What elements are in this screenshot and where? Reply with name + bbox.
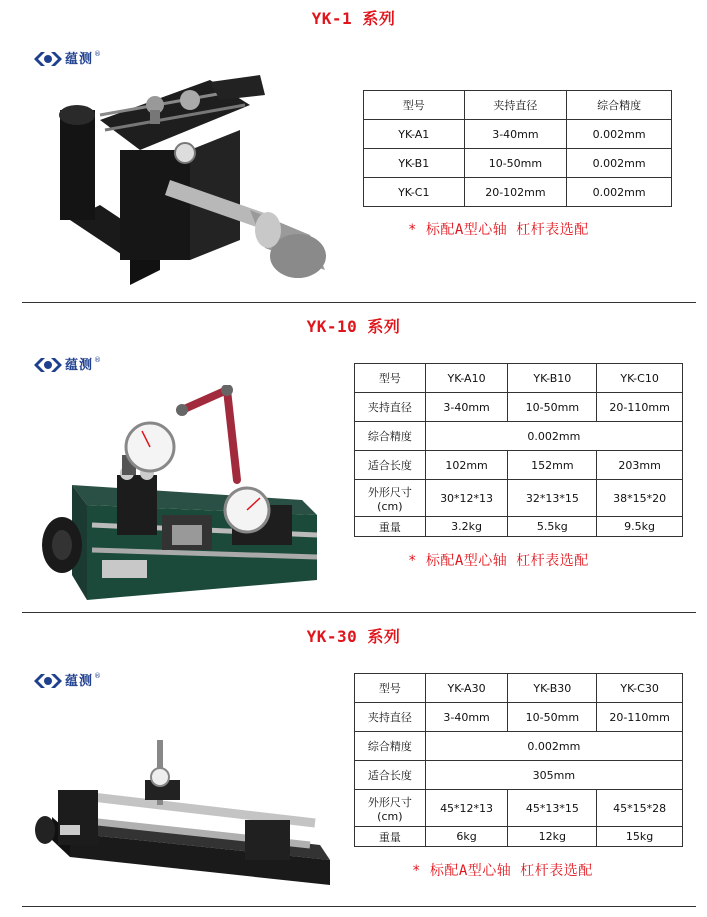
table-cell: 重量 bbox=[355, 827, 426, 847]
table-row bbox=[355, 451, 683, 480]
table-cell: 3-40mm bbox=[425, 393, 508, 422]
table-cell: 3-40mm bbox=[425, 703, 508, 732]
table-row bbox=[364, 149, 672, 178]
yk30-spec-table bbox=[354, 673, 683, 847]
table-cell: 重量 bbox=[355, 517, 426, 537]
table-header-cell: YK-A10 bbox=[425, 364, 508, 393]
table-cell: 10-50mm bbox=[464, 149, 567, 178]
table-row bbox=[355, 393, 683, 422]
table-cell: 0.002mm bbox=[425, 732, 682, 761]
table-row bbox=[355, 761, 683, 790]
table-cell: 12kg bbox=[508, 827, 597, 847]
size-unit: (cm) bbox=[377, 499, 403, 513]
divider bbox=[22, 906, 696, 907]
brand-logo-icon bbox=[34, 357, 62, 371]
table-cell: 305mm bbox=[425, 761, 682, 790]
table-row bbox=[364, 178, 672, 207]
yk30-product-photo bbox=[30, 735, 335, 890]
divider bbox=[22, 612, 696, 613]
section-title-yk30: YK-30 系列 bbox=[306, 627, 401, 646]
yk1-spec-table bbox=[363, 90, 672, 207]
table-cell: 30*12*13 bbox=[425, 480, 508, 517]
table-cell: YK-C1 bbox=[364, 178, 465, 207]
table-cell: 10-50mm bbox=[508, 703, 597, 732]
table-cell: 38*15*20 bbox=[597, 480, 683, 517]
table-cell: 32*13*15 bbox=[508, 480, 597, 517]
table-row bbox=[355, 674, 683, 703]
table-row bbox=[355, 790, 683, 827]
table-header-cell: YK-B30 bbox=[508, 674, 597, 703]
brand-name: 蕴测 bbox=[65, 674, 94, 689]
table-cell: 15kg bbox=[597, 827, 683, 847]
table-cell: 20-102mm bbox=[464, 178, 567, 207]
brand-logo-icon bbox=[34, 51, 62, 65]
table-header-cell: YK-C30 bbox=[597, 674, 683, 703]
table-cell: 10-50mm bbox=[508, 393, 597, 422]
brand-logo bbox=[34, 670, 101, 689]
table-cell bbox=[355, 790, 426, 827]
table-cell: 203mm bbox=[597, 451, 683, 480]
brand-name: 蕴测 bbox=[65, 52, 94, 67]
yk10-note: * 标配A型心轴 杠杆表选配 bbox=[408, 553, 589, 569]
table-cell: 102mm bbox=[425, 451, 508, 480]
table-cell: 45*13*15 bbox=[508, 790, 597, 827]
table-header-cell: YK-C10 bbox=[597, 364, 683, 393]
brand-logo bbox=[34, 354, 101, 373]
table-header-cell: 夹持直径 bbox=[464, 91, 567, 120]
table-cell: 3-40mm bbox=[464, 120, 567, 149]
table-cell: 6kg bbox=[425, 827, 508, 847]
table-cell: 0.002mm bbox=[425, 422, 682, 451]
table-header-cell: 型号 bbox=[355, 674, 426, 703]
table-header-cell: YK-B10 bbox=[508, 364, 597, 393]
yk10-spec-table bbox=[354, 363, 683, 537]
table-row bbox=[355, 480, 683, 517]
table-header-cell: YK-A30 bbox=[425, 674, 508, 703]
table-cell: 20-110mm bbox=[597, 393, 683, 422]
table-cell: 夹持直径 bbox=[355, 703, 426, 732]
table-cell: 45*12*13 bbox=[425, 790, 508, 827]
brand-logo bbox=[34, 48, 101, 67]
size-unit: (cm) bbox=[377, 809, 403, 823]
table-row bbox=[364, 120, 672, 149]
table-row bbox=[355, 827, 683, 847]
table-cell: 夹持直径 bbox=[355, 393, 426, 422]
table-cell: 0.002mm bbox=[567, 178, 672, 207]
size-label: 外形尺寸 bbox=[367, 485, 412, 499]
yk10-product-photo bbox=[32, 385, 332, 605]
yk1-note: * 标配A型心轴 杠杆表选配 bbox=[408, 222, 589, 238]
table-cell: 3.2kg bbox=[425, 517, 508, 537]
size-label: 外形尺寸 bbox=[367, 795, 412, 809]
divider bbox=[22, 302, 696, 303]
table-cell: 5.5kg bbox=[508, 517, 597, 537]
table-header-cell: 型号 bbox=[355, 364, 426, 393]
table-row bbox=[355, 517, 683, 537]
section-title-yk1: YK-1 系列 bbox=[311, 9, 396, 28]
table-cell: 0.002mm bbox=[567, 149, 672, 178]
table-cell: 适合长度 bbox=[355, 451, 426, 480]
yk30-note: * 标配A型心轴 杠杆表选配 bbox=[412, 863, 593, 879]
table-cell: YK-A1 bbox=[364, 120, 465, 149]
table-row bbox=[355, 422, 683, 451]
section-title-yk10: YK-10 系列 bbox=[306, 317, 401, 336]
table-row bbox=[355, 364, 683, 393]
brand-reg: ® bbox=[94, 671, 102, 680]
table-cell: 45*15*28 bbox=[597, 790, 683, 827]
table-cell: 综合精度 bbox=[355, 422, 426, 451]
table-row bbox=[355, 703, 683, 732]
table-cell bbox=[355, 480, 426, 517]
yk1-product-photo bbox=[40, 70, 340, 290]
table-header-cell: 综合精度 bbox=[567, 91, 672, 120]
table-cell: 152mm bbox=[508, 451, 597, 480]
brand-logo-icon bbox=[34, 673, 62, 687]
table-cell: 20-110mm bbox=[597, 703, 683, 732]
table-row bbox=[364, 91, 672, 120]
table-cell: 0.002mm bbox=[567, 120, 672, 149]
table-cell: YK-B1 bbox=[364, 149, 465, 178]
brand-reg: ® bbox=[94, 49, 102, 58]
table-row bbox=[355, 732, 683, 761]
brand-reg: ® bbox=[94, 355, 102, 364]
table-cell: 适合长度 bbox=[355, 761, 426, 790]
table-cell: 综合精度 bbox=[355, 732, 426, 761]
brand-name: 蕴测 bbox=[65, 358, 94, 373]
table-cell: 9.5kg bbox=[597, 517, 683, 537]
table-header-cell: 型号 bbox=[364, 91, 465, 120]
